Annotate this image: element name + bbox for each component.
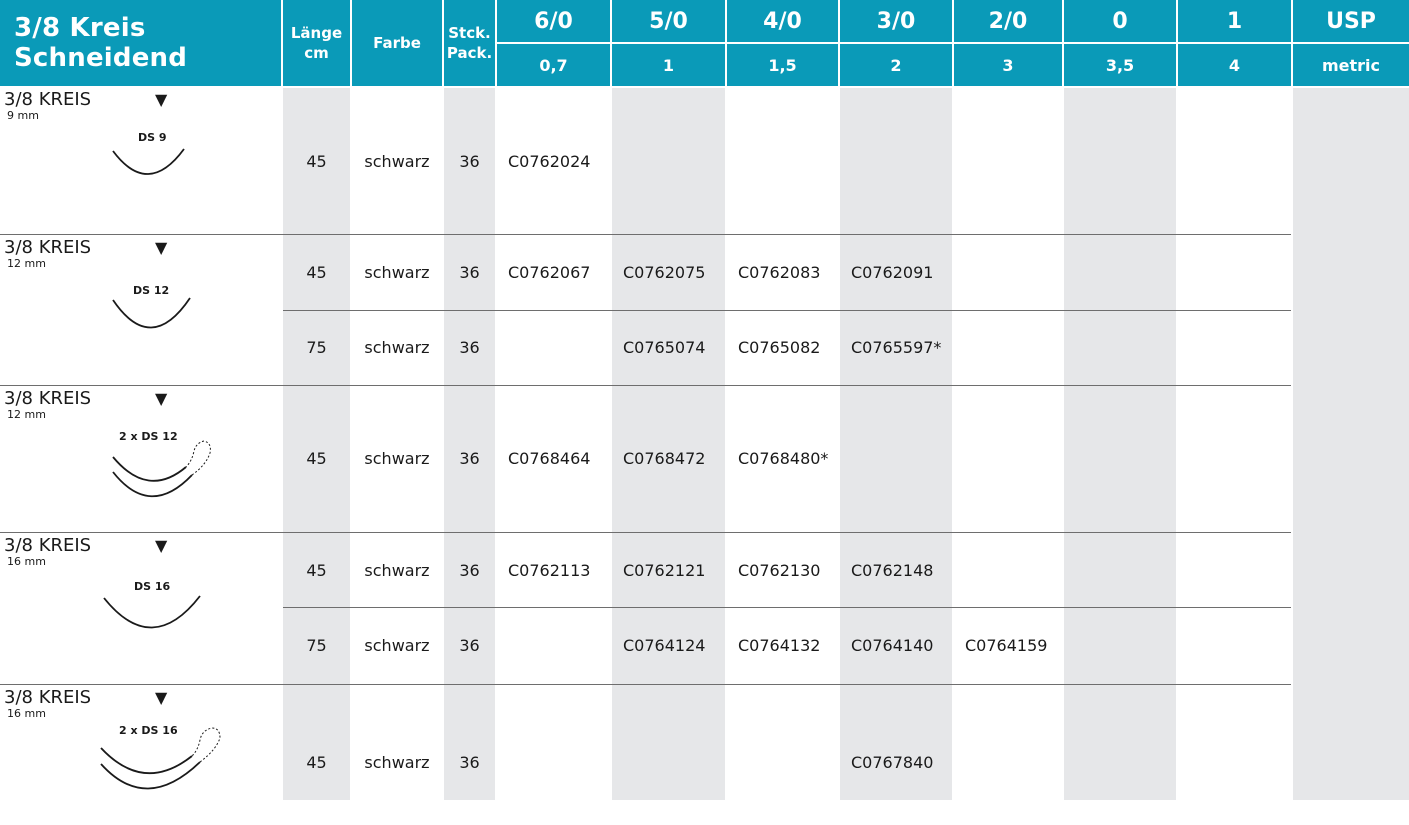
cell-article-code: C0762024 (508, 151, 591, 171)
cell-stck: 36 (459, 560, 480, 580)
cell-laenge: 45 (306, 262, 327, 282)
needle-name: DS 16 (134, 580, 171, 593)
row-divider (283, 607, 1291, 608)
needle-name: 2 x DS 16 (119, 724, 178, 737)
col-header-metric-2: 2 (840, 44, 952, 86)
triangle-marker-icon: ▼ (155, 536, 168, 555)
row-divider (0, 385, 1291, 386)
col-header-metric-3: 3 (954, 44, 1062, 86)
cell-article-code: C0762130 (738, 560, 821, 580)
cell-stck: 36 (459, 337, 480, 357)
needle-size-label: 12 mm (7, 257, 46, 270)
row-divider (283, 310, 1291, 311)
cell-farbe: schwarz (364, 337, 430, 357)
needle-drawing-icon (108, 143, 190, 183)
cell-article-code: C0768480* (738, 448, 829, 468)
cell-stck: 36 (459, 752, 480, 772)
cell-laenge: 45 (306, 560, 327, 580)
col-header-usp-0: 0 (1064, 0, 1176, 42)
col-header-usp-2-0: 2/0 (954, 0, 1062, 42)
col-header-metric-0-7: 0,7 (497, 44, 610, 86)
cell-laenge: 75 (306, 337, 327, 357)
col-header-usp-6-0: 6/0 (497, 0, 610, 42)
cell-article-code: C0764140 (851, 635, 934, 655)
cell-article-code: C0765597* (851, 337, 942, 357)
cell-article-code: C0762148 (851, 560, 934, 580)
needle-group (0, 236, 282, 384)
needle-size-label: 16 mm (7, 555, 46, 568)
needle-group (0, 686, 282, 800)
cell-farbe: schwarz (364, 752, 430, 772)
cell-stck: 36 (459, 262, 480, 282)
cell-laenge: 75 (306, 635, 327, 655)
cell-laenge: 45 (306, 752, 327, 772)
cell-article-code: C0764132 (738, 635, 821, 655)
col-header-metric: metric (1293, 44, 1409, 86)
table-title: 3/8 Kreis Schneidend (0, 0, 281, 86)
cell-farbe: schwarz (364, 560, 430, 580)
col-header-stck (444, 0, 495, 86)
cell-article-code: C0767840 (851, 752, 934, 772)
needle-size-label: 12 mm (7, 408, 46, 421)
shade-column-3-0 (840, 88, 952, 800)
needle-type-label: 3/8 KREIS (4, 388, 92, 409)
cell-stck: 36 (459, 635, 480, 655)
cell-laenge: 45 (306, 448, 327, 468)
cell-stck: 36 (459, 448, 480, 468)
double-needle-drawing-icon (108, 437, 220, 505)
needle-drawing-icon (108, 294, 196, 336)
cell-farbe: schwarz (364, 448, 430, 468)
needle-name: 2 x DS 12 (119, 430, 178, 443)
cell-laenge: 45 (306, 151, 327, 171)
triangle-marker-icon: ▼ (155, 688, 168, 707)
cell-article-code: C0765074 (623, 337, 706, 357)
triangle-marker-icon: ▼ (155, 389, 168, 408)
col-header-usp-4-0: 4/0 (727, 0, 838, 42)
col-header-metric-3-5: 3,5 (1064, 44, 1176, 86)
cell-article-code: C0762075 (623, 262, 706, 282)
needle-drawing-icon (100, 592, 206, 634)
triangle-marker-icon: ▼ (155, 90, 168, 109)
double-needle-drawing-icon (96, 726, 226, 800)
needle-name: DS 9 (138, 131, 167, 144)
col-header-usp-1: 1 (1178, 0, 1291, 42)
needle-group (0, 534, 282, 683)
cell-article-code: C0762067 (508, 262, 591, 282)
needle-type-label: 3/8 KREIS (4, 535, 92, 556)
cell-article-code: C0762113 (508, 560, 591, 580)
col-header-stck-line2: Pack. (446, 44, 493, 62)
cell-article-code: C0768464 (508, 448, 591, 468)
needle-group (0, 88, 282, 234)
col-header-metric-1-5: 1,5 (727, 44, 838, 86)
col-header-usp-5-0: 5/0 (612, 0, 725, 42)
col-header-farbe: Farbe (352, 0, 442, 86)
needle-size-label: 9 mm (7, 109, 39, 122)
needle-type-label: 3/8 KREIS (4, 89, 92, 110)
cell-article-code: C0762121 (623, 560, 706, 580)
cell-article-code: C0762091 (851, 262, 934, 282)
cell-article-code: C0762083 (738, 262, 821, 282)
triangle-marker-icon: ▼ (155, 238, 168, 257)
cell-article-code: C0764159 (965, 635, 1048, 655)
col-header-stck-line1: Stck. (448, 24, 491, 42)
needle-type-label: 3/8 KREIS (4, 687, 92, 708)
shade-column-usp (1293, 88, 1409, 800)
row-divider (0, 234, 1291, 235)
cell-farbe: schwarz (364, 262, 430, 282)
col-header-metric-1: 1 (612, 44, 725, 86)
needle-size-label: 16 mm (7, 707, 46, 720)
needle-name: DS 12 (133, 284, 170, 297)
cell-article-code: C0768472 (623, 448, 706, 468)
cell-farbe: schwarz (364, 635, 430, 655)
cell-stck: 36 (459, 151, 480, 171)
col-header-laenge-line1: Länge (290, 24, 343, 42)
cell-farbe: schwarz (364, 151, 430, 171)
col-header-laenge-line2: cm (304, 44, 329, 62)
cell-article-code: C0764124 (623, 635, 706, 655)
shade-column-0 (1064, 88, 1176, 800)
needle-group (0, 387, 282, 531)
row-divider (0, 532, 1291, 533)
needle-type-label: 3/8 KREIS (4, 237, 92, 258)
col-header-metric-4: 4 (1178, 44, 1291, 86)
col-header-laenge (283, 0, 350, 86)
cell-article-code: C0765082 (738, 337, 821, 357)
row-divider (0, 684, 1291, 685)
col-header-usp-3-0: 3/0 (840, 0, 952, 42)
col-header-usp: USP (1293, 0, 1409, 42)
